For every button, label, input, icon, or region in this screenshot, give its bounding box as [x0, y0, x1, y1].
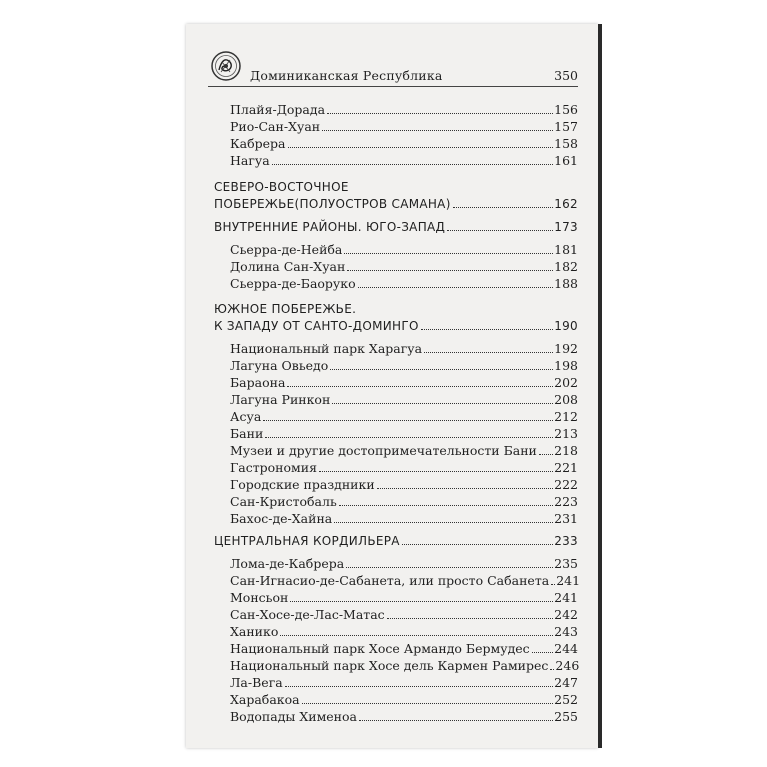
toc-entry[interactable]: [230, 276, 578, 291]
dot-leader: [551, 584, 555, 585]
toc-page-number: 173: [554, 220, 578, 234]
dot-leader: [347, 270, 553, 271]
toc-page-number: 222: [554, 477, 578, 492]
toc-entry[interactable]: [230, 477, 578, 492]
toc-entry[interactable]: [230, 573, 581, 588]
dot-leader: [424, 352, 553, 353]
page-number: 350: [554, 68, 578, 83]
dot-leader: [285, 686, 553, 687]
toc-entry-title: Сьерра-де-Нейба: [230, 242, 343, 257]
toc-section-title: ВНУТРЕННИЕ РАЙОНЫ. ЮГО-ЗАПАД: [214, 220, 446, 234]
toc-section-heading[interactable]: [214, 197, 578, 212]
toc-entry[interactable]: [230, 607, 578, 622]
toc-page-number: 188: [554, 276, 578, 291]
toc-entry-title: Городские праздники: [230, 477, 375, 492]
toc-page-number: 212: [554, 409, 578, 424]
toc-entry-title: Бахос-де-Хайна: [230, 511, 333, 526]
toc-page-number: 241: [556, 573, 581, 588]
dot-leader: [550, 669, 554, 670]
toc-entry-title: Сан-Игнасио-де-Сабанета, или просто Сабанета: [230, 573, 550, 588]
toc-entry-title: Водопады Хименоа: [230, 709, 357, 724]
toc-entry-title: Рио-Сан-Хуан: [230, 119, 321, 134]
toc-entry-title: Кабрера: [230, 136, 286, 151]
toc-page-number: 241: [554, 590, 578, 605]
toc-entry[interactable]: [230, 590, 578, 605]
toc-entry-title: Лагуна Ринкон: [230, 392, 331, 407]
toc-entry[interactable]: [230, 641, 578, 656]
toc-entry[interactable]: [230, 242, 578, 257]
toc-page-number: 213: [554, 426, 578, 441]
toc-page-number: 255: [554, 709, 578, 724]
toc-entry[interactable]: [230, 675, 578, 690]
toc-entry[interactable]: [230, 692, 578, 707]
toc-entry[interactable]: [230, 443, 578, 458]
toc-page-number: 161: [554, 153, 578, 168]
dot-leader: [334, 522, 553, 523]
dot-leader: [453, 207, 554, 208]
dot-leader: [332, 403, 553, 404]
toc-entry-title: Харабакоа: [230, 692, 300, 707]
toc-page-number: 190: [554, 319, 578, 333]
toc-page-number: 233: [554, 534, 578, 548]
toc-entry[interactable]: [230, 341, 578, 356]
toc-entry-title: Лома-де-Кабрера: [230, 556, 345, 571]
toc-page-number: 244: [554, 641, 578, 656]
dot-leader: [402, 544, 553, 545]
toc-entry[interactable]: [230, 102, 578, 117]
toc-entry[interactable]: [230, 658, 578, 673]
dot-leader: [327, 113, 553, 114]
dot-leader: [346, 567, 553, 568]
dot-leader: [322, 130, 553, 131]
toc-entry[interactable]: [230, 494, 578, 509]
toc-page-number: 202: [554, 375, 578, 390]
book-page: [186, 24, 598, 748]
toc-entry[interactable]: [230, 409, 578, 424]
toc-section-heading[interactable]: [214, 319, 578, 334]
toc-entry[interactable]: [230, 624, 578, 639]
dot-leader: [263, 420, 553, 421]
dot-leader: [319, 471, 553, 472]
dot-leader: [539, 454, 553, 455]
dot-leader: [532, 652, 553, 653]
toc-entry[interactable]: [230, 153, 578, 168]
toc-entry-title: Музеи и другие достопримечательности Бани: [230, 443, 537, 458]
toc-page-number: 218: [554, 443, 578, 458]
toc-page-number: 223: [554, 494, 578, 509]
toc-entry[interactable]: [230, 358, 578, 373]
running-header-title: Доминиканская Республика: [250, 68, 443, 83]
toc-entry-title: Плайя-Дорада: [230, 102, 326, 117]
toc-page-number: 243: [554, 624, 578, 639]
toc-page-number: 198: [554, 358, 578, 373]
toc-entry-title: Сан-Хосе-де-Лас-Матас: [230, 607, 385, 622]
toc-page-number: 156: [554, 102, 578, 117]
dot-leader: [377, 488, 553, 489]
toc-entry-title: Долина Сан-Хуан: [230, 259, 346, 274]
dot-leader: [288, 147, 554, 148]
dot-leader: [265, 437, 553, 438]
toc-entry[interactable]: [230, 426, 578, 441]
toc-section-heading[interactable]: [214, 534, 578, 549]
toc-section-title: ЮЖНОЕ ПОБЕРЕЖЬЕ.: [214, 302, 357, 316]
table-of-contents: [186, 24, 598, 748]
toc-entry[interactable]: [230, 392, 578, 407]
toc-page-number: 247: [554, 675, 578, 690]
toc-section-title: К ЗАПАДУ ОТ САНТО-ДОМИНГО: [214, 319, 419, 333]
dot-leader: [339, 505, 553, 506]
toc-entry-title: Ханико: [230, 624, 279, 639]
toc-page-number: 221: [554, 460, 578, 475]
toc-entry[interactable]: [230, 460, 578, 475]
toc-entry[interactable]: [230, 511, 578, 526]
toc-entry[interactable]: [230, 709, 578, 724]
toc-page-number: 162: [554, 197, 578, 211]
toc-page-number: 181: [554, 242, 578, 257]
toc-page-number: 231: [554, 511, 578, 526]
dot-leader: [344, 253, 553, 254]
toc-entry-title: Нагуа: [230, 153, 270, 168]
toc-page-number: 192: [554, 341, 578, 356]
dot-leader: [358, 287, 554, 288]
dot-leader: [287, 386, 553, 387]
toc-entry-title: Асуа: [230, 409, 262, 424]
toc-entry-title: Ла-Вега: [230, 675, 283, 690]
dot-leader: [272, 164, 553, 165]
toc-entry-title: Монсьон: [230, 590, 289, 605]
toc-entry[interactable]: [230, 259, 578, 274]
toc-entry-title: Сьерра-де-Баоруко: [230, 276, 356, 291]
toc-section-heading[interactable]: [214, 220, 578, 235]
toc-entry-title: Национальный парк Хосе Армандо Бермудес: [230, 641, 530, 656]
dot-leader: [330, 369, 553, 370]
toc-entry-title: Сан-Кристобаль: [230, 494, 337, 509]
toc-page-number: 235: [554, 556, 578, 571]
toc-entry-title: Бани: [230, 426, 264, 441]
toc-entry-title: Бараона: [230, 375, 286, 390]
toc-page-number: 157: [554, 119, 578, 134]
toc-page-number: 242: [554, 607, 578, 622]
toc-entry[interactable]: [230, 136, 578, 151]
toc-entry[interactable]: [230, 119, 578, 134]
toc-entry-title: Гастрономия: [230, 460, 317, 475]
dot-leader: [359, 720, 553, 721]
dot-leader: [387, 618, 553, 619]
dot-leader: [447, 230, 553, 231]
dot-leader: [290, 601, 553, 602]
toc-page-number: 158: [554, 136, 578, 151]
toc-entry-title: Лагуна Овьедо: [230, 358, 329, 373]
toc-page-number: 182: [554, 259, 578, 274]
dot-leader: [421, 329, 553, 330]
toc-page-number: 208: [554, 392, 578, 407]
toc-section-title: ЦЕНТРАЛЬНАЯ КОРДИЛЬЕРА: [214, 534, 400, 548]
toc-page-number: 246: [555, 658, 580, 673]
dot-leader: [302, 703, 554, 704]
toc-page-number: 252: [554, 692, 578, 707]
toc-section-title: СЕВЕРО-ВОСТОЧНОЕ: [214, 180, 349, 194]
toc-entry-title: Национальный парк Хосе дель Кармен Рамирес: [230, 658, 549, 673]
dot-leader: [280, 635, 553, 636]
toc-entry[interactable]: [230, 375, 578, 390]
toc-section-title: ПОБЕРЕЖЬЕ(ПОЛУОСТРОВ САМАНА): [214, 197, 451, 211]
toc-entry-title: Национальный парк Харагуа: [230, 341, 423, 356]
toc-entry[interactable]: [230, 556, 578, 571]
